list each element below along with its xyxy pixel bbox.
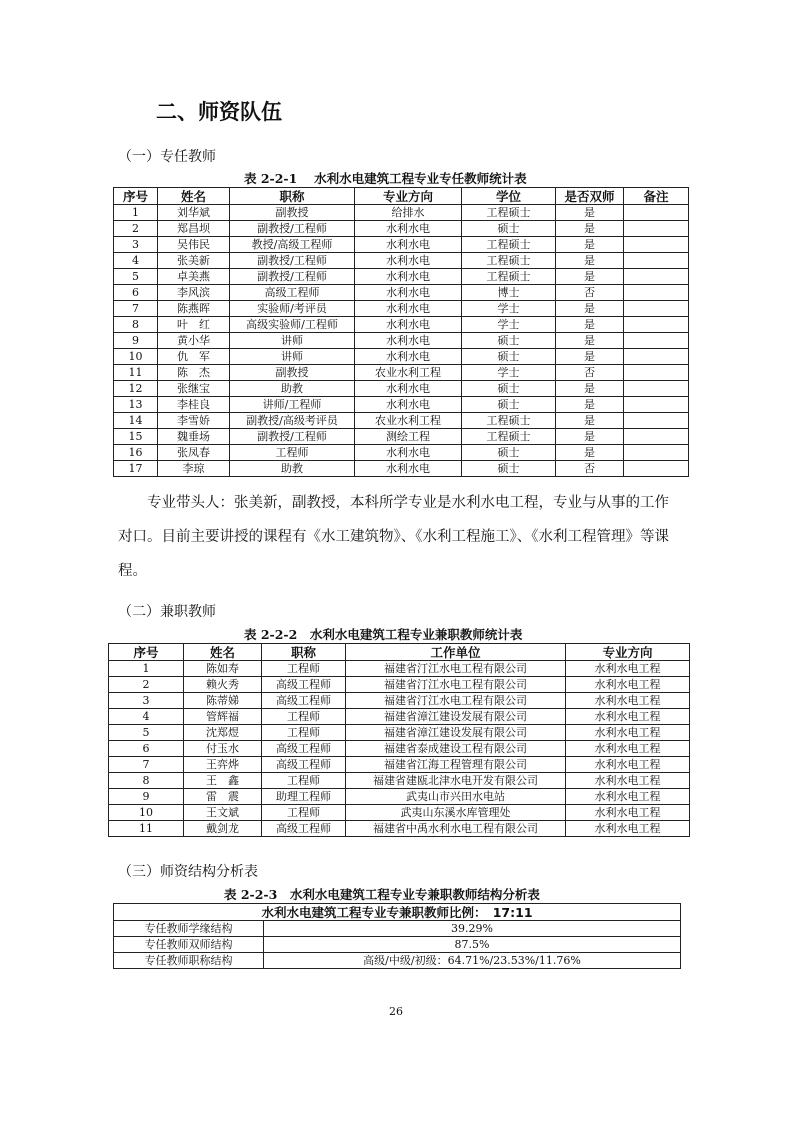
table-cell: 6 <box>109 741 184 757</box>
table-cell: 硕士 <box>462 445 556 461</box>
table-cell: 福建省汀江水电工程有限公司 <box>346 677 566 693</box>
table-cell: 是 <box>556 445 624 461</box>
table-cell: 水利水电工程 <box>566 693 690 709</box>
table-cell: 管辉福 <box>184 709 262 725</box>
table-cell: 测绘工程 <box>355 429 462 445</box>
table-cell: 仇 军 <box>158 349 230 365</box>
table-cell: 5 <box>114 269 158 285</box>
table-cell: 12 <box>114 381 158 397</box>
column-header: 备注 <box>624 188 689 205</box>
table-row <box>109 757 690 773</box>
table-cell <box>624 269 689 285</box>
column-header: 职称 <box>230 188 355 205</box>
table-cell: 魏垂场 <box>158 429 230 445</box>
table-cell: 学士 <box>462 301 556 317</box>
table-cell: 水利水电 <box>355 253 462 269</box>
table-cell: 水利水电工程 <box>566 709 690 725</box>
table-cell: 高级工程师 <box>262 741 346 757</box>
table-cell: 39.29% <box>264 921 681 937</box>
table-cell: 水利水电工程 <box>566 773 690 789</box>
table-cell: 赖火秀 <box>184 677 262 693</box>
table-row <box>114 461 689 477</box>
table-cell: 福建省建瓯北津水电开发有限公司 <box>346 773 566 789</box>
table-cell: 陈燕晖 <box>158 301 230 317</box>
table-row <box>109 693 690 709</box>
table-cell <box>624 349 689 365</box>
table-cell: 工程师 <box>262 773 346 789</box>
table-cell: 陈 杰 <box>158 365 230 381</box>
table-cell <box>624 285 689 301</box>
table-cell: 副教授/工程师 <box>230 269 355 285</box>
table-cell: 武夷山市兴田水电站 <box>346 789 566 805</box>
table-cell: 王文斌 <box>184 805 262 821</box>
table-row <box>109 789 690 805</box>
table-cell: 是 <box>556 349 624 365</box>
table-cell <box>624 237 689 253</box>
table-cell: 副教授 <box>230 205 355 221</box>
column-header: 工作单位 <box>346 644 566 661</box>
table-cell: 专任教师职称结构 <box>114 953 264 969</box>
table-cell: 水利水电 <box>355 445 462 461</box>
table-cell: 15 <box>114 429 158 445</box>
table-cell: 副教授 <box>230 365 355 381</box>
table-cell: 王 鑫 <box>184 773 262 789</box>
table-cell: 是 <box>556 413 624 429</box>
table-cell: 水利水电 <box>355 349 462 365</box>
table-cell: 是 <box>556 381 624 397</box>
table-cell: 5 <box>109 725 184 741</box>
table-cell: 王弈烨 <box>184 757 262 773</box>
table-row <box>114 285 689 301</box>
body-paragraph <box>118 486 680 588</box>
table-cell: 博士 <box>462 285 556 301</box>
table-cell: 4 <box>109 709 184 725</box>
table-cell: 9 <box>109 789 184 805</box>
table-cell: 是 <box>556 317 624 333</box>
table-row <box>114 365 689 381</box>
column-header: 专业方向 <box>355 188 462 205</box>
table-cell: 是 <box>556 333 624 349</box>
table-cell: 2 <box>109 677 184 693</box>
table-cell: 1 <box>114 205 158 221</box>
table-row <box>109 661 690 677</box>
table-cell: 工程师 <box>230 445 355 461</box>
table-cell: 福建省中禹水利水电工程有限公司 <box>346 821 566 837</box>
table-cell: 工程师 <box>262 661 346 677</box>
table-cell: 水利水电工程 <box>566 661 690 677</box>
table-cell <box>624 221 689 237</box>
column-header: 是否双师 <box>556 188 624 205</box>
table-cell: 11 <box>114 365 158 381</box>
table-cell: 工程硕士 <box>462 205 556 221</box>
table-cell <box>624 397 689 413</box>
section-heading: 二、师资队伍 <box>156 100 282 124</box>
table-cell: 张继宝 <box>158 381 230 397</box>
column-header: 序号 <box>114 188 158 205</box>
page-number: 26 <box>389 1005 403 1018</box>
table-row <box>114 301 689 317</box>
table-cell: 否 <box>556 365 624 381</box>
table-cell <box>624 429 689 445</box>
table-cell: 讲师/工程师 <box>230 397 355 413</box>
table-cell: 是 <box>556 221 624 237</box>
table-cell <box>624 301 689 317</box>
table-cell: 水利水电工程 <box>566 677 690 693</box>
table-cell: 助教 <box>230 381 355 397</box>
table-cell: 工程硕士 <box>462 269 556 285</box>
table-cell: 农业水利工程 <box>355 365 462 381</box>
table-cell: 水利水电 <box>355 237 462 253</box>
table-cell: 叶 红 <box>158 317 230 333</box>
table-cell: 10 <box>114 349 158 365</box>
table-cell: 高级工程师 <box>262 677 346 693</box>
subsection-title-parttime: （二）兼职教师 <box>118 604 216 620</box>
table-cell: 硕士 <box>462 349 556 365</box>
table-cell: 6 <box>114 285 158 301</box>
table-cell: 是 <box>556 205 624 221</box>
table-caption-parttime: 表 2-2-2 水利水电建筑工程专业兼职教师统计表 <box>244 627 523 642</box>
table-cell: 李琼 <box>158 461 230 477</box>
ratio-header: 水利水电建筑工程专业专兼职教师比例： 17:11 <box>114 904 681 921</box>
table-cell <box>624 253 689 269</box>
table-cell: 助教 <box>230 461 355 477</box>
table-cell: 水利水电 <box>355 285 462 301</box>
table-cell: 水利水电 <box>355 301 462 317</box>
table-cell: 工程硕士 <box>462 413 556 429</box>
table-cell: 水利水电 <box>355 381 462 397</box>
table-cell: 学士 <box>462 365 556 381</box>
table-row <box>114 397 689 413</box>
table-row <box>114 413 689 429</box>
table-cell: 否 <box>556 285 624 301</box>
table-cell: 福建省汀江水电工程有限公司 <box>346 693 566 709</box>
table-cell: 水利水电 <box>355 221 462 237</box>
table-cell: 高级工程师 <box>230 285 355 301</box>
table-cell: 水利水电工程 <box>566 741 690 757</box>
table-cell: 福建省漳江建设发展有限公司 <box>346 709 566 725</box>
table-cell: 1 <box>109 661 184 677</box>
table-cell: 张凤春 <box>158 445 230 461</box>
table-cell: 付玉水 <box>184 741 262 757</box>
table-row <box>114 921 681 937</box>
table-cell: 13 <box>114 397 158 413</box>
table-row <box>109 725 690 741</box>
table-cell: 陈蒂娣 <box>184 693 262 709</box>
table-cell: 李桂良 <box>158 397 230 413</box>
table-cell: 是 <box>556 253 624 269</box>
table-row <box>114 937 681 953</box>
table-cell: 水利水电工程 <box>566 821 690 837</box>
column-header: 姓名 <box>158 188 230 205</box>
column-header: 职称 <box>262 644 346 661</box>
table-cell <box>624 205 689 221</box>
table-cell: 3 <box>114 237 158 253</box>
table-cell: 2 <box>114 221 158 237</box>
table-cell: 工程师 <box>262 805 346 821</box>
table-row <box>114 317 689 333</box>
table-row <box>109 709 690 725</box>
table-cell: 7 <box>114 301 158 317</box>
table-cell: 高级工程师 <box>262 757 346 773</box>
structure-analysis-table <box>113 903 681 969</box>
table-row <box>114 253 689 269</box>
table-cell <box>624 317 689 333</box>
table-caption-structure: 表 2-2-3 水利水电建筑工程专业专兼职教师结构分析表 <box>224 887 540 902</box>
table-cell: 卓美燕 <box>158 269 230 285</box>
table-cell: 是 <box>556 269 624 285</box>
table-cell: 工程师 <box>262 725 346 741</box>
table-cell <box>624 333 689 349</box>
table-cell: 水利水电工程 <box>566 757 690 773</box>
lead-teacher-paragraph: 专业带头人：张美新，副教授，本科所学专业是水利水电工程，专业与从事的工作对口。目前主要讲授的课程有《水工建筑物》、《水利工程施工》、《水利工程管理》等课程。 <box>118 495 669 579</box>
table-cell: 黄小华 <box>158 333 230 349</box>
table-cell <box>624 381 689 397</box>
table-cell: 11 <box>109 821 184 837</box>
table-cell: 3 <box>109 693 184 709</box>
table-cell: 高级实验师/工程师 <box>230 317 355 333</box>
table-cell: 福建省汀江水电工程有限公司 <box>346 661 566 677</box>
table-cell: 工程硕士 <box>462 253 556 269</box>
table-cell <box>624 445 689 461</box>
table-cell: 实验师/考评员 <box>230 301 355 317</box>
table-cell: 教授/高级工程师 <box>230 237 355 253</box>
parttime-teachers-table <box>108 643 690 837</box>
table-row <box>114 205 689 221</box>
table-cell: 10 <box>109 805 184 821</box>
table-cell <box>624 413 689 429</box>
table-cell: 武夷山东溪水库管理处 <box>346 805 566 821</box>
table-cell: 副教授/工程师 <box>230 253 355 269</box>
table-cell: 是 <box>556 237 624 253</box>
table-cell: 是 <box>556 429 624 445</box>
table-cell: 雷 震 <box>184 789 262 805</box>
table-cell: 副教授/工程师 <box>230 429 355 445</box>
table-cell: 讲师 <box>230 349 355 365</box>
table-row <box>109 773 690 789</box>
table-cell: 刘华斌 <box>158 205 230 221</box>
table-row <box>114 333 689 349</box>
table-cell: 沈郑煜 <box>184 725 262 741</box>
table-cell: 硕士 <box>462 381 556 397</box>
table-cell: 陈如寿 <box>184 661 262 677</box>
table-cell: 李雪娇 <box>158 413 230 429</box>
table-caption-fulltime: 表 2-2-1 水利水电建筑工程专业专任教师统计表 <box>244 171 527 186</box>
table-row <box>109 821 690 837</box>
table-cell: 工程硕士 <box>462 429 556 445</box>
table-cell: 张美新 <box>158 253 230 269</box>
table-cell: 水利水电 <box>355 397 462 413</box>
table-cell: 吴伟民 <box>158 237 230 253</box>
table-cell <box>624 365 689 381</box>
table-header-row <box>114 904 681 921</box>
table-cell: 助理工程师 <box>262 789 346 805</box>
table-cell: 副教授/工程师 <box>230 221 355 237</box>
table-cell: 水利水电 <box>355 269 462 285</box>
table-cell: 硕士 <box>462 397 556 413</box>
table-cell: 李风滨 <box>158 285 230 301</box>
table-cell: 硕士 <box>462 461 556 477</box>
table-cell <box>624 461 689 477</box>
table-cell: 水利水电 <box>355 317 462 333</box>
table-cell: 副教授/高级考评员 <box>230 413 355 429</box>
table-header-row <box>114 188 689 205</box>
table-cell: 郑昌坝 <box>158 221 230 237</box>
table-row <box>114 445 689 461</box>
table-row <box>109 741 690 757</box>
table-cell: 8 <box>109 773 184 789</box>
table-cell: 讲师 <box>230 333 355 349</box>
subsection-title-fulltime: （一）专任教师 <box>118 149 216 165</box>
table-cell: 4 <box>114 253 158 269</box>
column-header: 专业方向 <box>566 644 690 661</box>
table-row <box>114 429 689 445</box>
table-cell: 福建省漳江建设发展有限公司 <box>346 725 566 741</box>
table-row <box>109 805 690 821</box>
table-cell: 专任教师双师结构 <box>114 937 264 953</box>
table-cell: 水利水电工程 <box>566 805 690 821</box>
table-cell: 福建省江海工程管理有限公司 <box>346 757 566 773</box>
table-cell: 学士 <box>462 317 556 333</box>
table-cell: 硕士 <box>462 221 556 237</box>
table-cell: 9 <box>114 333 158 349</box>
table-row <box>114 381 689 397</box>
table-cell: 8 <box>114 317 158 333</box>
table-cell: 7 <box>109 757 184 773</box>
column-header: 姓名 <box>184 644 262 661</box>
table-cell: 是 <box>556 301 624 317</box>
column-header: 序号 <box>109 644 184 661</box>
table-cell: 福建省泰成建设工程有限公司 <box>346 741 566 757</box>
table-cell: 水利水电工程 <box>566 725 690 741</box>
table-cell: 水利水电 <box>355 461 462 477</box>
table-row <box>109 677 690 693</box>
table-cell: 17 <box>114 461 158 477</box>
column-header: 学位 <box>462 188 556 205</box>
table-cell: 高级工程师 <box>262 821 346 837</box>
table-cell: 否 <box>556 461 624 477</box>
table-cell: 14 <box>114 413 158 429</box>
table-row <box>114 953 681 969</box>
table-cell: 工程硕士 <box>462 237 556 253</box>
table-cell: 高级/中级/初级：64.71%/23.53%/11.76% <box>264 953 681 969</box>
table-cell: 87.5% <box>264 937 681 953</box>
table-cell: 16 <box>114 445 158 461</box>
table-cell: 戴剑龙 <box>184 821 262 837</box>
subsection-title-structure: （三）师资结构分析表 <box>118 864 258 880</box>
table-cell: 硕士 <box>462 333 556 349</box>
table-row <box>114 237 689 253</box>
table-header-row <box>109 644 690 661</box>
fulltime-teachers-table <box>113 187 689 477</box>
table-cell: 给排水 <box>355 205 462 221</box>
table-cell: 水利水电 <box>355 333 462 349</box>
table-cell: 高级工程师 <box>262 693 346 709</box>
table-row <box>114 269 689 285</box>
table-cell: 工程师 <box>262 709 346 725</box>
table-row <box>114 349 689 365</box>
table-row <box>114 221 689 237</box>
table-cell: 专任教师学缘结构 <box>114 921 264 937</box>
table-cell: 是 <box>556 397 624 413</box>
table-cell: 水利水电工程 <box>566 789 690 805</box>
table-cell: 农业水利工程 <box>355 413 462 429</box>
